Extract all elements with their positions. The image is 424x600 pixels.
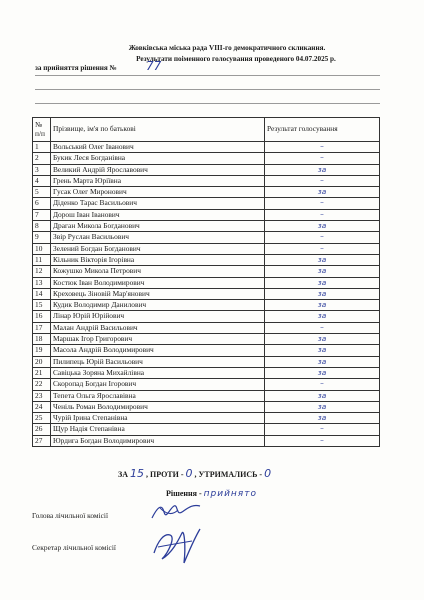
deputy-name: Ченіль Роман Володимирович [51,401,265,412]
row-number: 16 [33,311,51,322]
deputy-name: Креховець Зіновій Мар'янович [51,288,265,299]
table-row [33,187,380,198]
vote-result: за [265,401,380,412]
tally-for-label: ЗА [118,470,128,479]
deputy-name: Звір Руслан Васильович [51,232,265,243]
vote-result: – [265,153,380,164]
table-row [33,277,380,288]
table-row [33,356,380,367]
row-number: 15 [33,300,51,311]
deputy-name: Кожушко Микола Петрович [51,266,265,277]
deputy-name: Діденко Тарас Васильович [51,198,265,209]
vote-result: – [265,322,380,333]
decision-verdict [166,489,257,499]
table-row [33,334,380,345]
vote-result: за [265,390,380,401]
secretary-signature [148,523,204,567]
deputy-name: Чурій Ірина Степанівна [51,413,265,424]
vote-result: – [265,198,380,209]
row-number: 27 [33,435,51,446]
table-row [33,243,380,254]
table-row [33,311,380,322]
table-row [33,153,380,164]
head-signature [148,500,204,524]
deputy-name: Гусак Олег Миронович [51,187,265,198]
table-row [33,424,380,435]
table-row [33,175,380,186]
vote-result: за [265,413,380,424]
deputy-name: Кудик Володимир Данилович [51,300,265,311]
vote-result: – [265,379,380,390]
row-number: 23 [33,390,51,401]
table-row [33,209,380,220]
table-row [33,401,380,412]
vote-result: – [265,175,380,186]
vote-result: за [265,277,380,288]
deputy-name: Масола Андрій Володимирович [51,345,265,356]
row-number: 17 [33,322,51,333]
verdict-label: Рішення - [166,489,202,498]
row-number: 5 [33,187,51,198]
table-row [33,379,380,390]
voting-table-body [33,142,380,447]
deputy-name: Тепета Ольга Ярославівна [51,390,265,401]
table-row [33,221,380,232]
column-header-number: № п/п [33,118,51,142]
vote-result: за [265,288,380,299]
blank-line-1 [35,75,380,76]
vote-result: за [265,266,380,277]
table-row [33,435,380,446]
decision-number: 77 [146,59,162,73]
council-title: Жовківська міська рада VIII-го демократичного скликання. [128,44,326,52]
table-row [33,300,380,311]
table-row [33,232,380,243]
deputy-name: Зелений Богдан Богданович [51,243,265,254]
row-number: 12 [33,266,51,277]
row-number: 24 [33,401,51,412]
commission-head-label: Голова лічильної комісії [32,511,109,520]
row-number: 3 [33,164,51,175]
table-header-row [33,118,380,142]
table-row [33,288,380,299]
row-number: 26 [33,424,51,435]
row-number: 4 [33,175,51,186]
tally-abstain-label: , УТРИМАЛИСЬ - [194,470,263,479]
decision-prefix: за прийняття рішення № [35,64,117,72]
deputy-name: Букик Леся Богданівна [51,153,265,164]
deputy-name: Вольський Олег Іванович [51,142,265,153]
vote-result: за [265,367,380,378]
blank-line-3 [35,103,380,104]
deputy-name: Щур Надія Степанівна [51,424,265,435]
deputy-name: Пилипець Юрій Васильович [51,356,265,367]
commission-secretary-label: Секретар лічильної комісії [32,543,116,552]
row-number: 9 [33,232,51,243]
tally-against-value: 0 [185,467,193,480]
deputy-name: Савіцька Зоряна Михайлівна [51,367,265,378]
tally-against-label: , ПРОТИ - [146,470,184,479]
deputy-name: Скоропад Богдан Ігорович [51,379,265,390]
row-number: 20 [33,356,51,367]
vote-result: за [265,187,380,198]
vote-result: – [265,142,380,153]
deputy-name: Костюк Іван Володимирович [51,277,265,288]
row-number: 22 [33,379,51,390]
vote-result: – [265,209,380,220]
deputy-name: Великий Андрій Ярославович [51,164,265,175]
vote-result: – [265,243,380,254]
blank-line-2 [35,89,380,90]
vote-result: – [265,435,380,446]
row-number: 18 [33,334,51,345]
vote-tally [118,467,271,480]
row-number: 11 [33,254,51,265]
vote-result: за [265,254,380,265]
table-row [33,345,380,356]
vote-result: – [265,232,380,243]
vote-result: – [265,424,380,435]
row-number: 19 [33,345,51,356]
vote-result: за [265,311,380,322]
vote-result: за [265,345,380,356]
row-number: 2 [33,153,51,164]
row-number: 1 [33,142,51,153]
vote-result: за [265,164,380,175]
deputy-name: Драган Микола Богданович [51,221,265,232]
vote-result: за [265,356,380,367]
tally-abstain-value: 0 [264,467,272,480]
row-number: 25 [33,413,51,424]
table-row [33,390,380,401]
table-row [33,367,380,378]
deputy-name: Грень Марта Юріївна [51,175,265,186]
vote-result: за [265,300,380,311]
vote-result: за [265,334,380,345]
row-number: 14 [33,288,51,299]
vote-results-title: Результати поіменного голосування проведеного 04.07.2025 р. [136,55,336,63]
row-number: 6 [33,198,51,209]
column-header-result: Результат голосування [265,118,380,142]
table-row [33,254,380,265]
row-number: 10 [33,243,51,254]
vote-result: за [265,221,380,232]
voting-table [32,117,380,447]
table-row [33,198,380,209]
verdict-value: прийнято [203,489,257,499]
deputy-name: Лінар Юрій Юрійович [51,311,265,322]
table-row [33,322,380,333]
tally-for-value: 15 [130,467,144,480]
column-header-name: Прізвище, ім'я по батькові [51,118,265,142]
row-number: 13 [33,277,51,288]
deputy-name: Маршак Ігор Григорович [51,334,265,345]
table-row [33,413,380,424]
decision-line [35,64,117,72]
deputy-name: Дорош Іван Іванович [51,209,265,220]
row-number: 8 [33,221,51,232]
deputy-name: Кільник Вікторія Ігорівна [51,254,265,265]
row-number: 21 [33,367,51,378]
table-row [33,142,380,153]
deputy-name: Юрдига Богдан Володимирович [51,435,265,446]
table-row [33,164,380,175]
table-row [33,266,380,277]
deputy-name: Малан Андрій Васильович [51,322,265,333]
row-number: 7 [33,209,51,220]
